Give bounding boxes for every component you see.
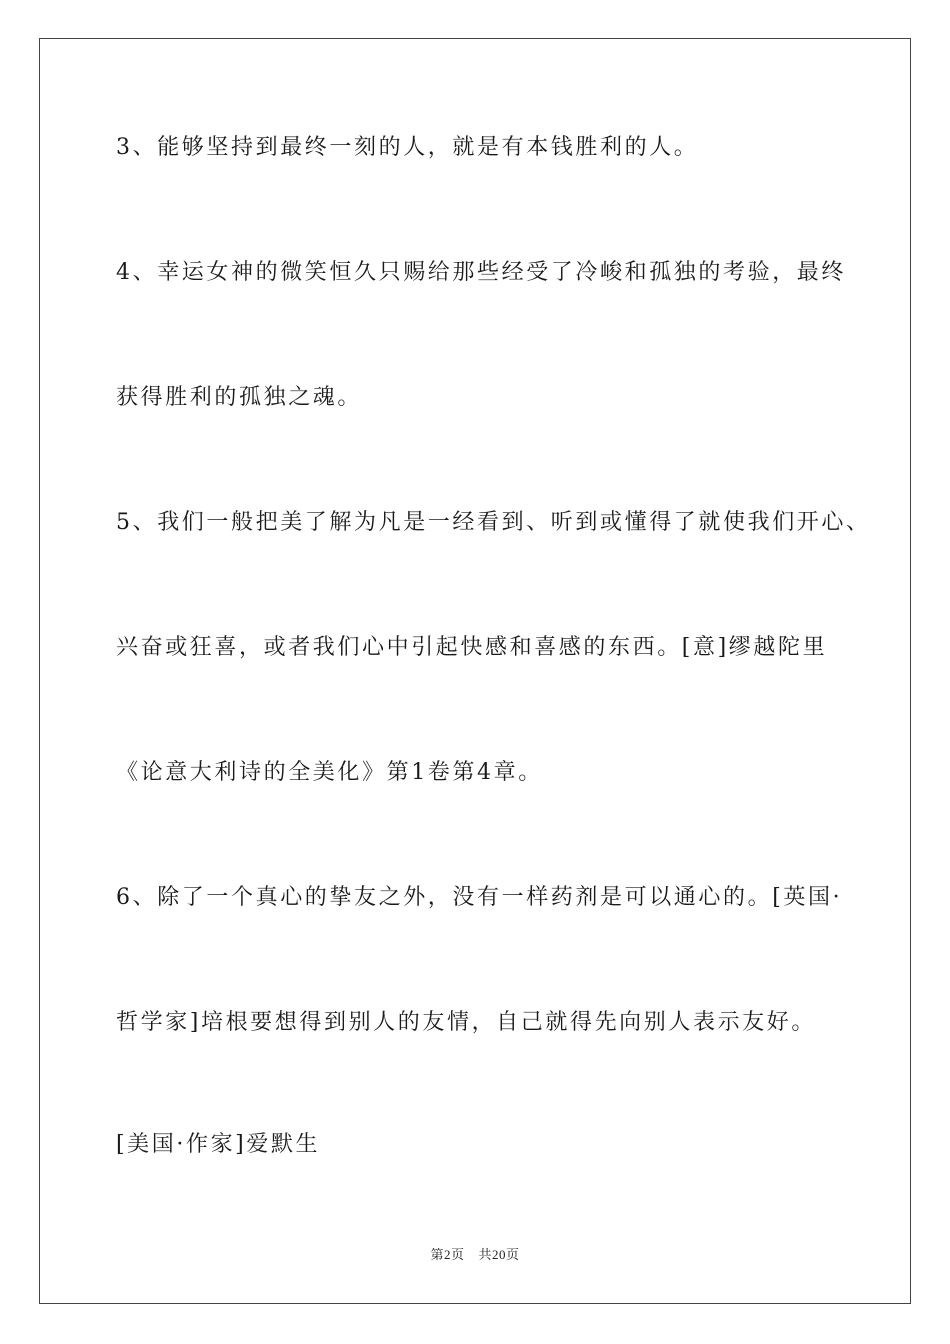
- text-line: 5、我们一般把美了解为凡是一经看到、听到或懂得了就使我们开心、: [116, 510, 871, 535]
- text-line: [美国·作家]爱默生: [116, 1132, 321, 1157]
- text-line: 获得胜利的孤独之魂。: [116, 385, 363, 410]
- text-line: 3、能够坚持到最终一刻的人，就是有本钱胜利的人。: [116, 135, 699, 160]
- text-line: 6、除了一个真心的挚友之外，没有一样药剂是可以通心的。[英国·: [116, 885, 843, 910]
- page-border: [39, 38, 911, 1304]
- text-line: 4、幸运女神的微笑恒久只赐给那些经受了冷峻和孤独的考验，最终: [116, 260, 846, 285]
- text-line: 哲学家]培根要想得到别人的友情，自己就得先向别人表示友好。: [116, 1010, 816, 1035]
- page-number: 第2页: [430, 1247, 465, 1262]
- text-line: 《论意大利诗的全美化》第1卷第4章。: [116, 760, 543, 785]
- page-footer: [0, 1244, 950, 1263]
- text-line: 兴奋或狂喜，或者我们心中引起快感和喜感的东西。[意]缪越陀里: [116, 635, 828, 660]
- page-total: 共20页: [478, 1247, 520, 1262]
